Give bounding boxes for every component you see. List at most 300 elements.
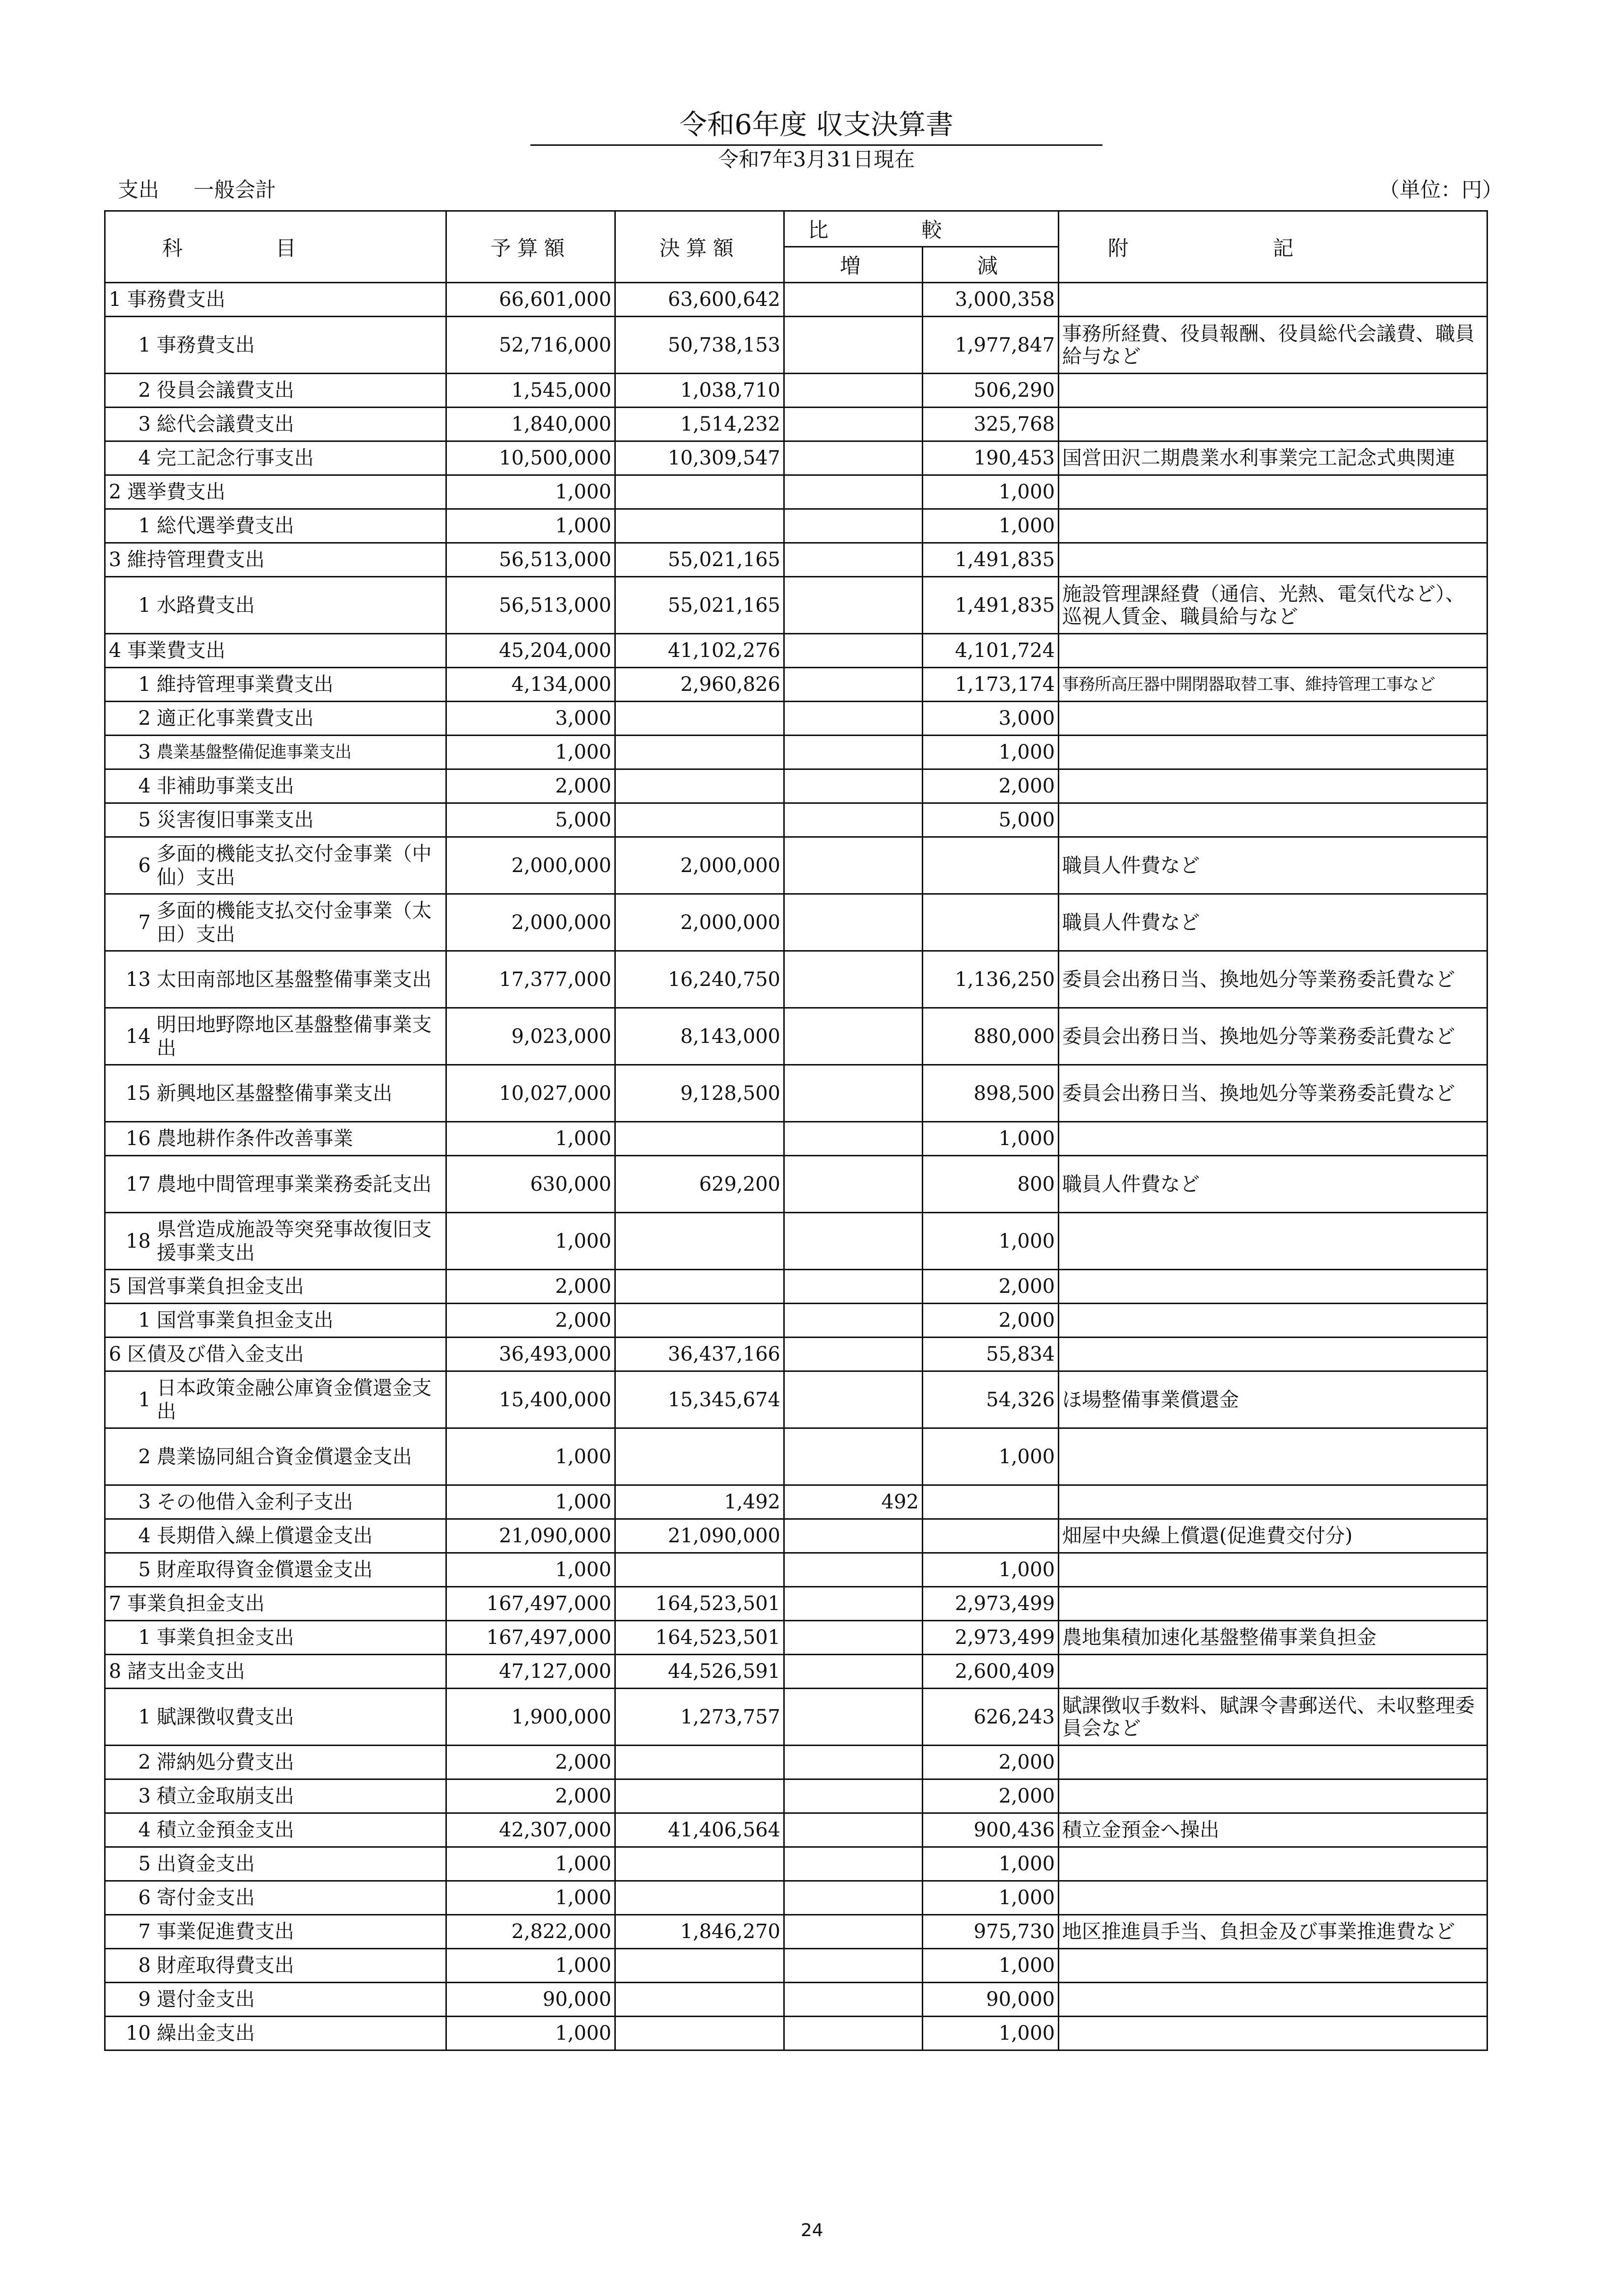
actual-cell: 2,960,826 bbox=[615, 668, 784, 702]
item-name: 維持管理事業費支出 bbox=[157, 673, 333, 696]
item-number: 5 bbox=[138, 1558, 151, 1581]
header-subject: 科目 bbox=[105, 211, 446, 283]
increase-cell bbox=[784, 803, 923, 837]
item-name: 多面的機能支払交付金事業（太田）支出 bbox=[157, 899, 432, 946]
section-type: 支出 bbox=[118, 178, 160, 202]
increase-cell bbox=[784, 1428, 923, 1485]
increase-cell bbox=[784, 1587, 923, 1621]
note-cell bbox=[1059, 1485, 1487, 1519]
item-name: その他借入金利子支出 bbox=[157, 1491, 353, 1513]
increase-cell bbox=[784, 283, 923, 317]
budget-cell: 5,000 bbox=[446, 803, 615, 837]
decrease-cell: 1,000 bbox=[923, 1428, 1059, 1485]
budget-cell: 15,400,000 bbox=[446, 1371, 615, 1428]
subject-cell bbox=[105, 1065, 446, 1122]
item-number: 6 bbox=[109, 1343, 121, 1366]
item-name: 明田地野際地区基盤整備事業支出 bbox=[157, 1013, 432, 1060]
actual-cell: 2,000,000 bbox=[615, 894, 784, 951]
budget-cell: 1,000 bbox=[446, 1847, 615, 1881]
subject-cell bbox=[105, 837, 446, 894]
table-row bbox=[105, 2017, 1487, 2050]
item-name: 太田南部地区基盤整備事業支出 bbox=[157, 968, 432, 991]
decrease-cell: 1,000 bbox=[923, 1881, 1059, 1915]
item-number: 2 bbox=[138, 1751, 151, 1774]
note-cell bbox=[1059, 1213, 1487, 1270]
actual-cell: 44,526,591 bbox=[615, 1655, 784, 1689]
decrease-cell: 55,834 bbox=[923, 1338, 1059, 1371]
decrease-cell bbox=[923, 1519, 1059, 1553]
table-row bbox=[105, 1813, 1487, 1847]
subject-cell bbox=[105, 1881, 446, 1915]
decrease-cell bbox=[923, 894, 1059, 951]
note-cell: 委員会出務日当、換地処分等業務委託費など bbox=[1059, 1008, 1487, 1065]
item-name: 滞納処分費支出 bbox=[157, 1751, 294, 1774]
actual-cell: 55,021,165 bbox=[615, 543, 784, 577]
table-row bbox=[105, 1008, 1487, 1065]
increase-cell bbox=[784, 577, 923, 634]
decrease-cell: 190,453 bbox=[923, 441, 1059, 475]
table-row bbox=[105, 1485, 1487, 1519]
note-cell: 事務所高圧器中開閉器取替工事、維持管理工事など bbox=[1059, 668, 1487, 702]
item-number: 8 bbox=[109, 1660, 121, 1683]
item-name: 繰出金支出 bbox=[157, 2022, 255, 2045]
note-cell bbox=[1059, 2017, 1487, 2050]
budget-cell: 1,840,000 bbox=[446, 408, 615, 441]
actual-cell: 36,437,166 bbox=[615, 1338, 784, 1371]
subject-cell bbox=[105, 702, 446, 736]
note-cell bbox=[1059, 1779, 1487, 1813]
item-number: 1 bbox=[138, 1705, 151, 1728]
increase-cell bbox=[784, 894, 923, 951]
section-label bbox=[118, 178, 310, 202]
decrease-cell: 2,000 bbox=[923, 769, 1059, 803]
expenditure-table bbox=[104, 210, 1488, 2051]
subject-cell bbox=[105, 1008, 446, 1065]
item-name: 事業費支出 bbox=[127, 639, 225, 662]
subject-cell bbox=[105, 894, 446, 951]
subject-cell bbox=[105, 803, 446, 837]
table-row bbox=[105, 283, 1487, 317]
increase-cell bbox=[784, 1983, 923, 2017]
table-row bbox=[105, 408, 1487, 441]
subject-cell bbox=[105, 1338, 446, 1371]
actual-cell: 9,128,500 bbox=[615, 1065, 784, 1122]
subject-cell bbox=[105, 1304, 446, 1338]
item-name: 役員会議費支出 bbox=[157, 379, 294, 402]
decrease-cell: 900,436 bbox=[923, 1813, 1059, 1847]
item-number: 16 bbox=[126, 1127, 151, 1150]
item-number: 5 bbox=[109, 1275, 121, 1298]
note-cell bbox=[1059, 1881, 1487, 1915]
table-row bbox=[105, 1122, 1487, 1156]
increase-cell bbox=[784, 1338, 923, 1371]
increase-cell bbox=[784, 509, 923, 543]
budget-cell: 2,000,000 bbox=[446, 894, 615, 951]
subject-cell bbox=[105, 408, 446, 441]
budget-cell: 1,000 bbox=[446, 1485, 615, 1519]
budget-cell: 630,000 bbox=[446, 1156, 615, 1213]
actual-cell: 63,600,642 bbox=[615, 283, 784, 317]
subject-cell bbox=[105, 1587, 446, 1621]
item-number: 4 bbox=[138, 1819, 151, 1841]
note-cell bbox=[1059, 634, 1487, 668]
actual-cell bbox=[615, 1847, 784, 1881]
table-row bbox=[105, 837, 1487, 894]
item-number: 4 bbox=[138, 447, 151, 469]
budget-cell: 1,545,000 bbox=[446, 374, 615, 408]
decrease-cell: 1,000 bbox=[923, 509, 1059, 543]
item-name: 農業協同組合資金償還金支出 bbox=[157, 1445, 412, 1468]
item-number: 2 bbox=[138, 707, 151, 730]
decrease-cell: 1,173,174 bbox=[923, 668, 1059, 702]
budget-cell: 10,027,000 bbox=[446, 1065, 615, 1122]
table-row bbox=[105, 1213, 1487, 1270]
subject-cell bbox=[105, 1689, 446, 1746]
increase-cell bbox=[784, 736, 923, 769]
budget-cell: 56,513,000 bbox=[446, 543, 615, 577]
increase-cell bbox=[784, 1122, 923, 1156]
item-name: 新興地区基盤整備事業支出 bbox=[157, 1082, 392, 1105]
actual-cell bbox=[615, 1304, 784, 1338]
budget-cell: 2,000 bbox=[446, 769, 615, 803]
note-cell bbox=[1059, 1122, 1487, 1156]
item-name: 長期借入繰上償還金支出 bbox=[157, 1525, 373, 1547]
item-number: 14 bbox=[126, 1025, 151, 1048]
table-row bbox=[105, 1621, 1487, 1655]
decrease-cell bbox=[923, 1485, 1059, 1519]
decrease-cell: 1,491,835 bbox=[923, 577, 1059, 634]
budget-cell: 1,000 bbox=[446, 736, 615, 769]
note-cell: 職員人件費など bbox=[1059, 894, 1487, 951]
table-row bbox=[105, 1065, 1487, 1122]
actual-cell bbox=[615, 1213, 784, 1270]
budget-cell: 9,023,000 bbox=[446, 1008, 615, 1065]
item-name: 県営造成施設等突発事故復旧支援事業支出 bbox=[157, 1218, 432, 1264]
item-number: 1 bbox=[138, 594, 151, 617]
item-number: 7 bbox=[109, 1592, 121, 1615]
subject-cell bbox=[105, 2017, 446, 2050]
as-of-date: 令和7年3月31日現在 bbox=[718, 147, 915, 171]
budget-cell: 52,716,000 bbox=[446, 317, 615, 374]
increase-cell bbox=[784, 475, 923, 509]
item-number: 15 bbox=[126, 1082, 151, 1105]
item-number: 1 bbox=[138, 1309, 151, 1332]
decrease-cell: 1,491,835 bbox=[923, 543, 1059, 577]
table-row bbox=[105, 1746, 1487, 1779]
budget-cell: 1,900,000 bbox=[446, 1689, 615, 1746]
subject-cell bbox=[105, 1485, 446, 1519]
table-row bbox=[105, 1519, 1487, 1553]
item-name: 選挙費支出 bbox=[127, 481, 225, 503]
table-row bbox=[105, 668, 1487, 702]
budget-cell: 2,000 bbox=[446, 1304, 615, 1338]
actual-cell: 15,345,674 bbox=[615, 1371, 784, 1428]
table-row bbox=[105, 1655, 1487, 1689]
budget-cell: 167,497,000 bbox=[446, 1587, 615, 1621]
subject-cell bbox=[105, 634, 446, 668]
budget-cell: 167,497,000 bbox=[446, 1621, 615, 1655]
item-number: 7 bbox=[138, 1920, 151, 1943]
note-cell bbox=[1059, 1746, 1487, 1779]
item-name: 事務費支出 bbox=[157, 333, 255, 356]
subject-cell bbox=[105, 1553, 446, 1587]
table-row bbox=[105, 1881, 1487, 1915]
table-row bbox=[105, 1689, 1487, 1746]
subject-cell bbox=[105, 1655, 446, 1689]
actual-cell: 21,090,000 bbox=[615, 1519, 784, 1553]
item-name: 適正化事業費支出 bbox=[157, 707, 314, 730]
item-name: 維持管理費支出 bbox=[127, 548, 265, 571]
decrease-cell: 54,326 bbox=[923, 1371, 1059, 1428]
table-row bbox=[105, 1949, 1487, 1983]
table-row bbox=[105, 317, 1487, 374]
note-cell bbox=[1059, 769, 1487, 803]
table-row bbox=[105, 894, 1487, 951]
item-name: 災害復旧事業支出 bbox=[157, 809, 314, 831]
decrease-cell: 2,000 bbox=[923, 1779, 1059, 1813]
item-number: 3 bbox=[138, 741, 151, 764]
decrease-cell: 1,977,847 bbox=[923, 317, 1059, 374]
budget-cell: 1,000 bbox=[446, 1949, 615, 1983]
note-cell bbox=[1059, 1983, 1487, 2017]
increase-cell bbox=[784, 1655, 923, 1689]
increase-cell bbox=[784, 441, 923, 475]
budget-cell: 4,134,000 bbox=[446, 668, 615, 702]
decrease-cell: 898,500 bbox=[923, 1065, 1059, 1122]
note-cell: ほ場整備事業償還金 bbox=[1059, 1371, 1487, 1428]
subject-cell bbox=[105, 1813, 446, 1847]
note-cell: 施設管理課経費（通信、光熱、電気代など）、巡視人賃金、職員給与など bbox=[1059, 577, 1487, 634]
item-number: 10 bbox=[126, 2022, 151, 2045]
decrease-cell: 4,101,724 bbox=[923, 634, 1059, 668]
item-name: 日本政策金融公庫資金償還金支出 bbox=[157, 1376, 432, 1423]
decrease-cell: 1,000 bbox=[923, 2017, 1059, 2050]
item-number: 1 bbox=[138, 515, 151, 537]
item-name: 農業基盤整備促進事業支出 bbox=[157, 742, 351, 762]
item-number: 6 bbox=[138, 854, 151, 877]
increase-cell bbox=[784, 634, 923, 668]
unit-label: （単位：円） bbox=[1378, 178, 1503, 202]
item-number: 5 bbox=[138, 1853, 151, 1875]
item-number: 1 bbox=[138, 333, 151, 356]
increase-cell bbox=[784, 1915, 923, 1949]
actual-cell: 10,309,547 bbox=[615, 441, 784, 475]
subject-cell bbox=[105, 1122, 446, 1156]
item-number: 4 bbox=[109, 639, 121, 662]
actual-cell: 1,038,710 bbox=[615, 374, 784, 408]
actual-cell: 1,492 bbox=[615, 1485, 784, 1519]
subject-cell bbox=[105, 1983, 446, 2017]
section-account: 一般会計 bbox=[193, 178, 276, 202]
subject-cell bbox=[105, 1847, 446, 1881]
actual-cell bbox=[615, 1270, 784, 1304]
increase-cell bbox=[784, 1621, 923, 1655]
note-cell: 事務所経費、役員報酬、役員総代会議費、職員給与など bbox=[1059, 317, 1487, 374]
note-cell bbox=[1059, 1587, 1487, 1621]
note-cell bbox=[1059, 803, 1487, 837]
item-number: 4 bbox=[138, 1525, 151, 1547]
budget-cell: 90,000 bbox=[446, 1983, 615, 2017]
header-actual: 決算額 bbox=[615, 211, 784, 283]
item-number: 3 bbox=[138, 1491, 151, 1513]
table-row bbox=[105, 1156, 1487, 1213]
increase-cell bbox=[784, 1371, 923, 1428]
note-cell bbox=[1059, 374, 1487, 408]
subject-cell bbox=[105, 1779, 446, 1813]
table-row bbox=[105, 1304, 1487, 1338]
table-row bbox=[105, 543, 1487, 577]
table-row bbox=[105, 1847, 1487, 1881]
increase-cell bbox=[784, 1779, 923, 1813]
increase-cell bbox=[784, 837, 923, 894]
note-cell bbox=[1059, 283, 1487, 317]
table-row bbox=[105, 1915, 1487, 1949]
note-cell bbox=[1059, 1847, 1487, 1881]
actual-cell: 41,406,564 bbox=[615, 1813, 784, 1847]
budget-cell: 1,000 bbox=[446, 1428, 615, 1485]
note-cell bbox=[1059, 1270, 1487, 1304]
increase-cell bbox=[784, 1553, 923, 1587]
page-number: 24 bbox=[800, 2220, 824, 2241]
increase-cell bbox=[784, 1065, 923, 1122]
decrease-cell: 1,000 bbox=[923, 736, 1059, 769]
item-name: 積立金取崩支出 bbox=[157, 1785, 294, 1807]
budget-cell: 42,307,000 bbox=[446, 1813, 615, 1847]
item-name: 農地耕作条件改善事業 bbox=[157, 1127, 353, 1150]
decrease-cell: 1,000 bbox=[923, 475, 1059, 509]
header-note: 附記 bbox=[1059, 211, 1487, 283]
item-number: 1 bbox=[138, 1626, 151, 1649]
table-row bbox=[105, 736, 1487, 769]
item-name: 寄付金支出 bbox=[157, 1886, 255, 1909]
actual-cell bbox=[615, 475, 784, 509]
actual-cell bbox=[615, 803, 784, 837]
increase-cell bbox=[784, 1270, 923, 1304]
budget-cell: 21,090,000 bbox=[446, 1519, 615, 1553]
actual-cell: 16,240,750 bbox=[615, 951, 784, 1008]
budget-cell: 10,500,000 bbox=[446, 441, 615, 475]
subject-cell bbox=[105, 317, 446, 374]
header-budget: 予算額 bbox=[446, 211, 615, 283]
budget-cell: 1,000 bbox=[446, 1122, 615, 1156]
note-cell bbox=[1059, 408, 1487, 441]
note-cell bbox=[1059, 1304, 1487, 1338]
increase-cell bbox=[784, 408, 923, 441]
actual-cell bbox=[615, 769, 784, 803]
actual-cell bbox=[615, 509, 784, 543]
table-row bbox=[105, 803, 1487, 837]
note-cell: 職員人件費など bbox=[1059, 1156, 1487, 1213]
table-row bbox=[105, 1371, 1487, 1428]
budget-cell: 2,000 bbox=[446, 1746, 615, 1779]
item-name: 財産取得資金償還金支出 bbox=[157, 1558, 373, 1581]
budget-cell: 2,822,000 bbox=[446, 1915, 615, 1949]
increase-cell bbox=[784, 1213, 923, 1270]
item-number: 6 bbox=[138, 1886, 151, 1909]
note-cell bbox=[1059, 509, 1487, 543]
item-name: 多面的機能支払交付金事業（中仙）支出 bbox=[157, 842, 432, 889]
budget-cell: 2,000 bbox=[446, 1270, 615, 1304]
decrease-cell: 90,000 bbox=[923, 1983, 1059, 2017]
item-name: 出資金支出 bbox=[157, 1853, 255, 1875]
subject-cell bbox=[105, 1746, 446, 1779]
note-cell: 畑屋中央繰上償還(促進費交付分) bbox=[1059, 1519, 1487, 1553]
header-compare: 比較 bbox=[784, 211, 1059, 247]
table-row bbox=[105, 951, 1487, 1008]
increase-cell bbox=[784, 668, 923, 702]
decrease-cell: 1,000 bbox=[923, 1949, 1059, 1983]
item-name: 総代選挙費支出 bbox=[157, 515, 294, 537]
decrease-cell: 506,290 bbox=[923, 374, 1059, 408]
actual-cell: 41,102,276 bbox=[615, 634, 784, 668]
decrease-cell: 2,000 bbox=[923, 1270, 1059, 1304]
increase-cell bbox=[784, 951, 923, 1008]
subject-cell bbox=[105, 1519, 446, 1553]
actual-cell bbox=[615, 1983, 784, 2017]
item-name: 賦課徴収費支出 bbox=[157, 1705, 294, 1728]
budget-cell: 66,601,000 bbox=[446, 283, 615, 317]
subject-cell bbox=[105, 283, 446, 317]
actual-cell: 164,523,501 bbox=[615, 1587, 784, 1621]
subject-cell bbox=[105, 1213, 446, 1270]
budget-cell: 1,000 bbox=[446, 475, 615, 509]
item-number: 9 bbox=[138, 1988, 151, 2011]
note-cell: 委員会出務日当、換地処分等業務委託費など bbox=[1059, 951, 1487, 1008]
item-number: 7 bbox=[138, 911, 151, 934]
item-name: 農地中間管理事業業務委託支出 bbox=[157, 1173, 432, 1196]
item-number: 5 bbox=[138, 809, 151, 831]
note-cell bbox=[1059, 1949, 1487, 1983]
note-cell bbox=[1059, 475, 1487, 509]
table-row bbox=[105, 1428, 1487, 1485]
item-name: 区債及び借入金支出 bbox=[127, 1343, 304, 1366]
subject-cell bbox=[105, 1371, 446, 1428]
subject-cell bbox=[105, 668, 446, 702]
decrease-cell: 1,136,250 bbox=[923, 951, 1059, 1008]
decrease-cell: 2,000 bbox=[923, 1304, 1059, 1338]
note-cell bbox=[1059, 1428, 1487, 1485]
item-number: 3 bbox=[138, 413, 151, 436]
actual-cell bbox=[615, 1122, 784, 1156]
table-row bbox=[105, 509, 1487, 543]
item-number: 8 bbox=[138, 1954, 151, 1977]
item-name: 積立金預金支出 bbox=[157, 1819, 294, 1841]
actual-cell bbox=[615, 702, 784, 736]
subject-cell bbox=[105, 1949, 446, 1983]
budget-cell: 47,127,000 bbox=[446, 1655, 615, 1689]
actual-cell: 2,000,000 bbox=[615, 837, 784, 894]
decrease-cell: 3,000,358 bbox=[923, 283, 1059, 317]
budget-cell: 1,000 bbox=[446, 509, 615, 543]
decrease-cell: 2,973,499 bbox=[923, 1621, 1059, 1655]
subject-cell bbox=[105, 769, 446, 803]
increase-cell bbox=[784, 1813, 923, 1847]
table-row bbox=[105, 1270, 1487, 1304]
budget-cell: 36,493,000 bbox=[446, 1338, 615, 1371]
item-name: 事業促進費支出 bbox=[157, 1920, 294, 1943]
item-number: 2 bbox=[138, 379, 151, 402]
table-row bbox=[105, 1553, 1487, 1587]
table-row bbox=[105, 1338, 1487, 1371]
actual-cell bbox=[615, 1553, 784, 1587]
decrease-cell: 2,973,499 bbox=[923, 1587, 1059, 1621]
decrease-cell: 2,600,409 bbox=[923, 1655, 1059, 1689]
actual-cell: 1,514,232 bbox=[615, 408, 784, 441]
table-row bbox=[105, 1587, 1487, 1621]
subject-cell bbox=[105, 1156, 446, 1213]
table-row bbox=[105, 374, 1487, 408]
item-number: 17 bbox=[126, 1173, 151, 1196]
